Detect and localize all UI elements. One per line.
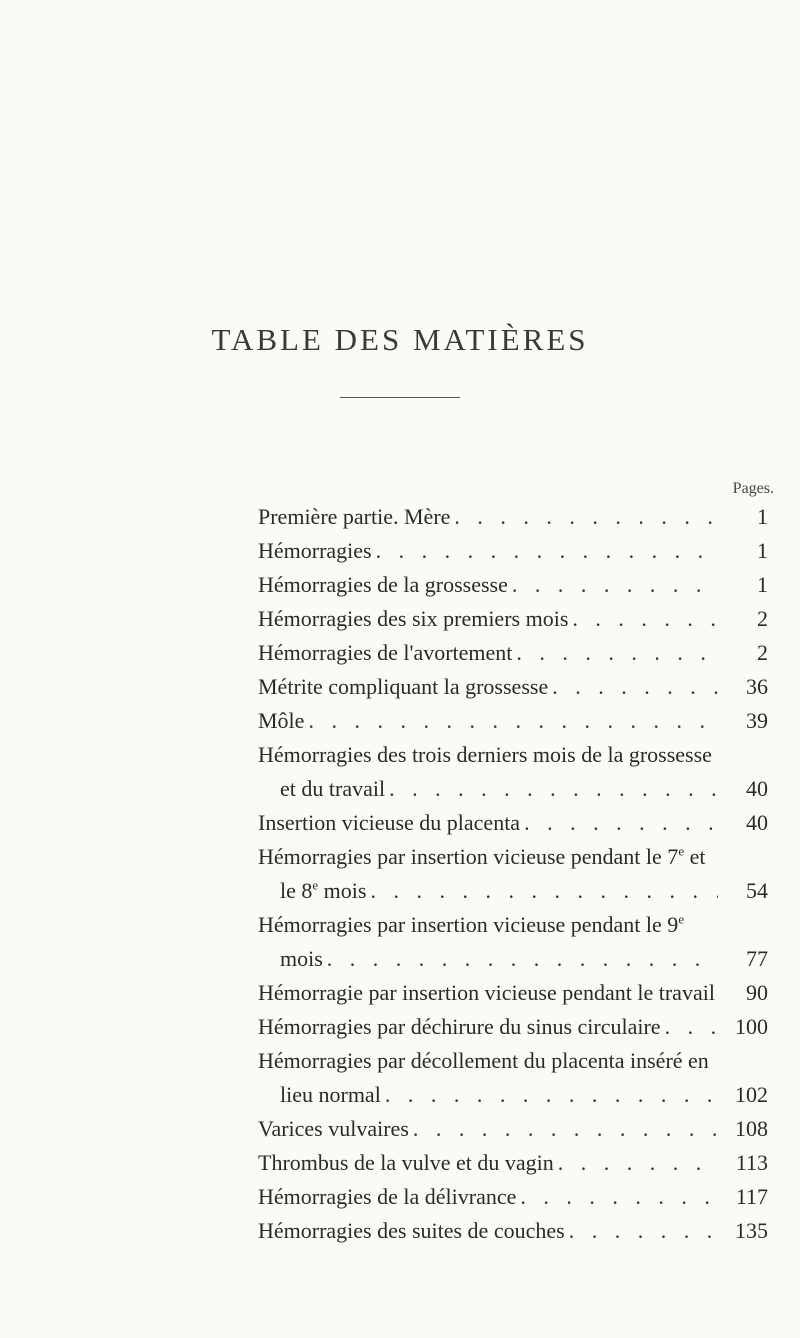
dot-leader — [569, 1214, 718, 1248]
toc-entry-page: 100 — [735, 1014, 768, 1039]
table-of-contents — [258, 500, 768, 1248]
dot-leader — [413, 1112, 718, 1146]
toc-entry-title-continued: mois — [280, 946, 323, 971]
toc-entry-page: 90 — [746, 980, 768, 1005]
toc-entry-title: Insertion vicieuse du placenta — [258, 810, 521, 835]
toc-entry — [258, 738, 768, 806]
toc-entry — [258, 1112, 768, 1146]
toc-entry-title-continued: le 8e mois — [280, 877, 367, 903]
toc-entry-page: 135 — [735, 1218, 768, 1243]
toc-entry-page: 117 — [735, 1184, 768, 1209]
dot-leader — [665, 1010, 718, 1044]
toc-entry-page: 2 — [757, 606, 768, 631]
toc-entry-title: Hémorragies de l'avortement — [258, 640, 513, 665]
pages-column-label: Pages. — [732, 480, 774, 497]
toc-entry — [258, 976, 768, 1010]
toc-entry — [258, 908, 768, 976]
toc-entry — [258, 1180, 768, 1214]
toc-entry-title: Hémorragies par insertion vicieuse pendant le 7e et — [258, 843, 706, 869]
title-divider — [340, 397, 460, 398]
page-title: TABLE DES MATIÈRES — [211, 322, 589, 357]
toc-entry — [258, 670, 768, 704]
toc-entry-page: 102 — [735, 1082, 768, 1107]
toc-entry-title: Hémorragies par insertion vicieuse pendant le 9e — [258, 911, 685, 937]
toc-entry-title: Hémorragies des trois derniers mois de la grossesse — [258, 742, 712, 767]
toc-entry — [258, 602, 768, 636]
toc-entry-page: 39 — [746, 708, 768, 733]
toc-entry-page: 108 — [735, 1116, 768, 1141]
toc-entry — [258, 1146, 768, 1180]
dot-leader — [385, 1078, 718, 1112]
toc-entry-title: Varices vulvaires — [258, 1116, 409, 1141]
dot-leader — [512, 568, 718, 602]
toc-entry-page: 36 — [746, 674, 768, 699]
dot-leader — [308, 704, 718, 738]
toc-entry — [258, 1044, 768, 1112]
toc-entry-title: Hémorragies des six premiers mois — [258, 606, 569, 631]
toc-entry-title: Hémorragies par décollement du placenta inséré en — [258, 1048, 709, 1073]
toc-entry-title: Métrite compliquant la grossesse — [258, 674, 549, 699]
toc-entry-page: 2 — [757, 640, 768, 665]
toc-entry — [258, 1214, 768, 1248]
toc-entry — [258, 500, 768, 534]
toc-entry-page: 113 — [735, 1150, 768, 1175]
toc-entry-title: Hémorragies des suites de couches — [258, 1218, 565, 1243]
dot-leader — [389, 772, 718, 806]
toc-entry-title: Hémorragies — [258, 538, 372, 563]
toc-entry-title-continued: et du travail — [280, 776, 386, 801]
toc-entry — [258, 704, 768, 738]
toc-entry-title: Hémorragies de la grossesse — [258, 572, 508, 597]
dot-leader — [524, 806, 718, 840]
toc-entry-title: Hémorragies de la délivrance — [258, 1184, 517, 1209]
toc-entry-title: Hémorragies par déchirure du sinus circulaire — [258, 1014, 661, 1039]
toc-entry — [258, 534, 768, 568]
toc-entry-page: 54 — [746, 878, 768, 903]
toc-entry — [258, 840, 768, 908]
dot-leader — [558, 1146, 718, 1180]
toc-entry-title: Thrombus de la vulve et du vagin — [258, 1150, 554, 1175]
dot-leader — [572, 602, 718, 636]
toc-entry — [258, 568, 768, 602]
toc-entry — [258, 1010, 768, 1044]
dot-leader — [520, 1180, 718, 1214]
toc-entry-title: Môle — [258, 708, 305, 733]
toc-entry-page: 1 — [757, 504, 768, 529]
toc-entry-title-continued: lieu normal — [280, 1082, 381, 1107]
toc-entry — [258, 636, 768, 670]
toc-entry-title: Hémorragie par insertion vicieuse pendant le travail — [258, 980, 715, 1005]
toc-entry-page: 40 — [746, 810, 768, 835]
dot-leader — [376, 534, 718, 568]
dot-leader — [370, 874, 718, 908]
toc-entry-title: Première partie. Mère — [258, 504, 451, 529]
toc-entry — [258, 806, 768, 840]
toc-entry-page: 1 — [757, 538, 768, 563]
toc-entry-page: 77 — [746, 946, 768, 971]
toc-entry-page: 40 — [746, 776, 768, 801]
dot-leader — [454, 500, 718, 534]
dot-leader — [327, 942, 718, 976]
toc-entry-page: 1 — [757, 572, 768, 597]
dot-leader — [552, 670, 718, 704]
dot-leader — [516, 636, 718, 670]
